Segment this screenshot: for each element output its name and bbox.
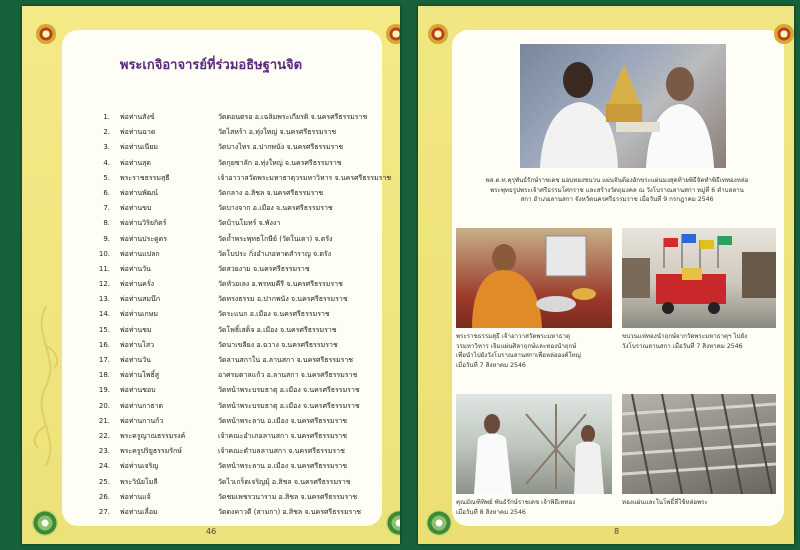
rosette-bottom-left-icon <box>426 510 452 536</box>
entry-place: เจ้าอาวาสวัดพระมหาธาตุวรมหาวิหาร จ.นครศรีธรรมราช <box>218 173 392 182</box>
entry-number: 22. <box>98 431 110 440</box>
entry-place: วัดชมเพชรวนาราม อ.สิชล จ.นครศรีธรรมราช <box>218 492 358 501</box>
entry-name: พ่อท่านวัน <box>120 264 151 273</box>
entry-name: พ่อท่านแจ้ <box>120 492 151 501</box>
photo4-caption <box>456 498 620 517</box>
entry-number: 4. <box>103 158 110 167</box>
list-item <box>88 490 388 505</box>
entry-place: วัดบางจาก อ.เมือง จ.นครศรีธรรมราช <box>218 204 333 213</box>
list-item <box>88 125 388 140</box>
entry-place: วัดถ้ำพระพุทธโกษีย์ (วัดในเตา) จ.ตรัง <box>218 234 333 243</box>
entry-place: วัดหน้าพระบรมธาตุ อ.เมือง จ.นครศรีธรรมราช <box>218 401 360 410</box>
entry-name: พ่อท่านขบ <box>120 204 152 213</box>
list-item <box>88 186 388 201</box>
entry-number: 6. <box>103 188 110 197</box>
entry-place: วัดนาเขลียง อ.ฉวาง จ.นครศรีธรรมราช <box>218 340 338 349</box>
list-item <box>88 156 388 171</box>
list-item <box>88 232 388 247</box>
emblem-top-right-icon <box>386 24 400 44</box>
photo-gold-sheets <box>622 394 776 494</box>
entry-number: 11. <box>98 264 110 273</box>
entry-number: 1. <box>103 113 110 121</box>
photo1-caption <box>454 176 780 205</box>
entry-name: พ่อท่านสังข์ <box>120 113 155 121</box>
photo-monk-blessing <box>456 228 612 328</box>
caption-line: สกา อำเภอลานสกา จังหวัดนครศรีธรรมราช เมื่อวันที่ 9 กรกฎาคม 2546 <box>520 196 714 204</box>
entry-name: พ่อท่านพัฒน์ <box>120 188 158 197</box>
entry-name: พ่อท่านเลื่อม <box>120 507 158 516</box>
list-item <box>88 171 392 186</box>
entry-place: วัดบ้านโมทร์ จ.พังงา <box>218 219 281 228</box>
caption-line: เพื่อนำไปยังวังโบราณลานสกาเพื่อหล่อองค์ใหญ่ <box>456 352 581 360</box>
entry-number: 27. <box>98 507 110 516</box>
emblem-top-left-icon <box>428 24 448 44</box>
entry-place: วัดสวยงาม จ.นครศรีธรรมราช <box>218 264 310 273</box>
caption-line: ทองแผ่นและในโพธิ์ที่ใช้หล่อพระ <box>622 499 708 506</box>
entry-place: วัดหน้าพระลาน อ.เมือง จ.นครศรีธรรมราช <box>218 462 348 471</box>
entry-place: วัดบางไทร อ.ปากพนัง จ.นครศรีธรรมราช <box>218 143 344 152</box>
thai-ornament-left <box>26 306 66 486</box>
rosette-bottom-right-icon <box>386 510 400 536</box>
entry-number: 7. <box>103 204 110 213</box>
entry-number: 3. <box>103 143 110 152</box>
entry-number: 13. <box>98 295 110 304</box>
photo-casting-ceremony <box>456 394 612 494</box>
entry-place: วัดโบประ กิ่งอำเภอหาดสำราญ จ.ตรัง <box>218 249 332 258</box>
rosette-bottom-left-icon <box>32 510 58 536</box>
entry-place: วัดหน้าพระบรมธาตุ อ.เมือง จ.นครศรีธรรมราช <box>218 386 360 395</box>
entry-number: 16. <box>98 340 110 349</box>
entry-number: 21. <box>98 416 110 425</box>
page-number: 46 <box>206 527 217 536</box>
list-item <box>88 353 388 368</box>
entry-name: พ่อท่านฉาด <box>120 128 156 137</box>
entry-name: พ่อท่านเกษม <box>120 310 159 319</box>
entry-place: วัดไวเกร็ดเจริญมุ้ อ.สิชล จ.นครศรีธรรมราช <box>218 477 351 486</box>
list-item <box>88 338 388 353</box>
entry-place: วัดกลาง อ.สิชล จ.นครศรีธรรมราช <box>218 188 324 197</box>
caption-line: ขบวนแห่ทองนำฤกษ์จากวัดพระมหาธาตุฯ ไปยัง <box>622 333 748 340</box>
entry-place: วัดดอนตรอ อ.เฉลิมพระเกียรติ จ.นครศรีธรรมราช <box>218 113 368 121</box>
entry-name: พระครูญาณธรรมรงค์ <box>120 431 186 440</box>
caption-line: เมื่อวันที่ 7 สิงหาคม 2546 <box>456 361 526 369</box>
list-item <box>88 383 388 398</box>
entry-place: เจ้าคณะตำบลลานสกา จ.นครศรีธรรมราช <box>218 447 345 456</box>
entry-place: วัดดงคาวดี (สามกา) อ.สิชล จ.นครศรีธรรมราช <box>218 507 362 516</box>
entry-place: วัดลานสกาใน อ.ลานสกา จ.นครศรีธรรมราช <box>218 356 354 364</box>
list-item <box>88 475 388 490</box>
caption-line: พระราชธรรมสุธี เจ้าอาวาสวัดพระมหาธาตุ <box>456 333 570 340</box>
entry-place: เจ้าคณะอำเภอลานสกา จ.นครศรีธรรมราช <box>218 431 347 440</box>
entry-number: 8. <box>103 219 110 228</box>
emblem-top-left-icon <box>36 24 56 44</box>
caption-line: พระพุทธรูปพระเจ้าศรีธรรมโศกราช และสร้างวัตถุมงคล ณ วังโบราณลานสกา หมู่ที่ 6 ตำบลลาน <box>490 186 744 194</box>
entry-number: 20. <box>98 401 110 410</box>
entry-number: 17. <box>98 356 110 364</box>
entry-number: 19. <box>98 386 110 395</box>
list-item <box>88 292 388 307</box>
photo-ceremony-handover <box>520 44 726 168</box>
entry-name: พ่อท่านครั่ง <box>120 280 155 289</box>
list-item <box>88 247 388 262</box>
entry-number: 25. <box>98 477 110 486</box>
monk-list <box>88 110 392 520</box>
entry-name: พ่อท่านโสว <box>120 340 155 349</box>
list-item <box>88 140 388 155</box>
list-item <box>88 262 388 277</box>
entry-place: วัดระแนก อ.เมือง จ.นครศรีธรรมราช <box>218 310 330 319</box>
entry-number: 14. <box>98 310 110 319</box>
entry-place: วัดหัวอเลง อ.พรหมคีรี จ.นครศรีธรรมราช <box>218 280 343 289</box>
photo-procession <box>622 228 776 328</box>
list-item <box>88 414 388 429</box>
entry-number: 23. <box>98 447 110 456</box>
entry-name: พ่อท่านสมนึก <box>120 295 161 304</box>
entry-number: 26. <box>98 492 110 501</box>
list-item <box>88 368 388 383</box>
page-title: พระเกจิอาจารย์ที่ร่วมอธิษฐานจิต <box>119 58 303 73</box>
list-item <box>88 323 388 338</box>
emblem-top-right-icon <box>774 24 794 44</box>
right-page <box>418 6 794 544</box>
list-item <box>88 216 388 231</box>
entry-place: วัดหน้าพระลาน อ.เมือง จ.นครศรีธรรมราช <box>218 416 348 425</box>
caption-line: เมื่อวันที่ 8 สิงหาคม 2546 <box>456 508 526 516</box>
entry-place: อาศรมตาลแก้ว อ.ลานสกา จ.นครศรีธรรมราช <box>218 371 358 380</box>
list-item <box>88 307 388 322</box>
entry-name: พระวินัยโมลี <box>120 477 158 486</box>
entry-number: 5. <box>103 173 110 182</box>
entry-name: พ่อท่านสุด <box>120 158 151 167</box>
entry-place: วัดทรงธรรม อ.ปากพนัง จ.นครศรีธรรมราช <box>218 295 348 304</box>
entry-name: พ่อท่านแปลก <box>120 249 160 258</box>
entry-name: พ่อท่านชอบ <box>120 386 156 395</box>
entry-number: 12. <box>98 280 110 289</box>
page-number: 8 <box>614 527 620 536</box>
caption-line: พล.ต.ท.คุรุพันธ์รักษ์ราชเดช มอบทองชนวน แผ่นจันต้องอักขระแผ่นมงสุดท้ายพิธีจัดทำพิธีเททองหล่อ <box>485 177 749 184</box>
list-item <box>88 110 388 125</box>
entry-number: 9. <box>103 234 110 243</box>
entry-number: 15. <box>98 325 110 334</box>
entry-name: พ่อท่านประดูตร <box>120 234 167 243</box>
photo2-caption <box>456 332 620 370</box>
entry-name: พ่อท่านกาธาต <box>120 401 164 410</box>
entry-number: 2. <box>103 128 110 137</box>
entry-name: พ่อท่านวัน <box>120 356 151 364</box>
entry-number: 24. <box>98 462 110 471</box>
list-item <box>88 505 388 520</box>
entry-name: พ่อท่านชม <box>120 325 152 334</box>
left-page <box>22 6 400 544</box>
entry-place: วัดโพธิ์เสด็จ อ.เมือง จ.นครศรีธรรมราช <box>218 325 337 334</box>
list-item <box>88 201 388 216</box>
entry-number: 18. <box>98 371 110 380</box>
caption-line: คุณมัณฑิทิพย์ พันธ์รักษ์ราชเดช เจ้าพิธีเททอง <box>456 499 576 506</box>
entry-name: พระราชธรรมสุธี <box>120 173 170 182</box>
photo3-caption <box>622 332 782 351</box>
entry-name: พ่อท่านเนียม <box>120 143 159 152</box>
caption-line: วรมหาวิหาร เจิมแผ่นศิลาฤกษ์และทองนำฤกษ์ <box>456 342 577 350</box>
caption-line: วังโบราณลานสกา เมื่อวันที่ 7 สิงหาคม 2546 <box>622 342 743 350</box>
entry-name: พ่อท่านเจริญ <box>120 462 159 471</box>
list-item <box>88 459 388 474</box>
entry-place: วัดกุยซาลัก อ.ทุ่งใหญ่ จ.นครศรีธรรมราช <box>218 158 342 167</box>
entry-name: พ่อท่านกานก้ว <box>120 416 164 425</box>
entry-name: พ่อท่านวิริยกิตร์ <box>120 219 167 228</box>
photo5-caption <box>622 498 782 508</box>
list-item <box>88 399 388 414</box>
entry-place: วัดไสหร้า อ.ทุ่งใหญ่ จ.นครศรีธรรมราช <box>218 128 337 137</box>
entry-number: 10. <box>98 249 110 258</box>
list-item <box>88 429 388 444</box>
entry-name: พ่อท่านโพธิ์สู <box>120 371 160 380</box>
entry-name: พระครูปริยูธรรมรักษ์ <box>120 447 182 456</box>
list-item <box>88 444 388 459</box>
list-item <box>88 277 388 292</box>
